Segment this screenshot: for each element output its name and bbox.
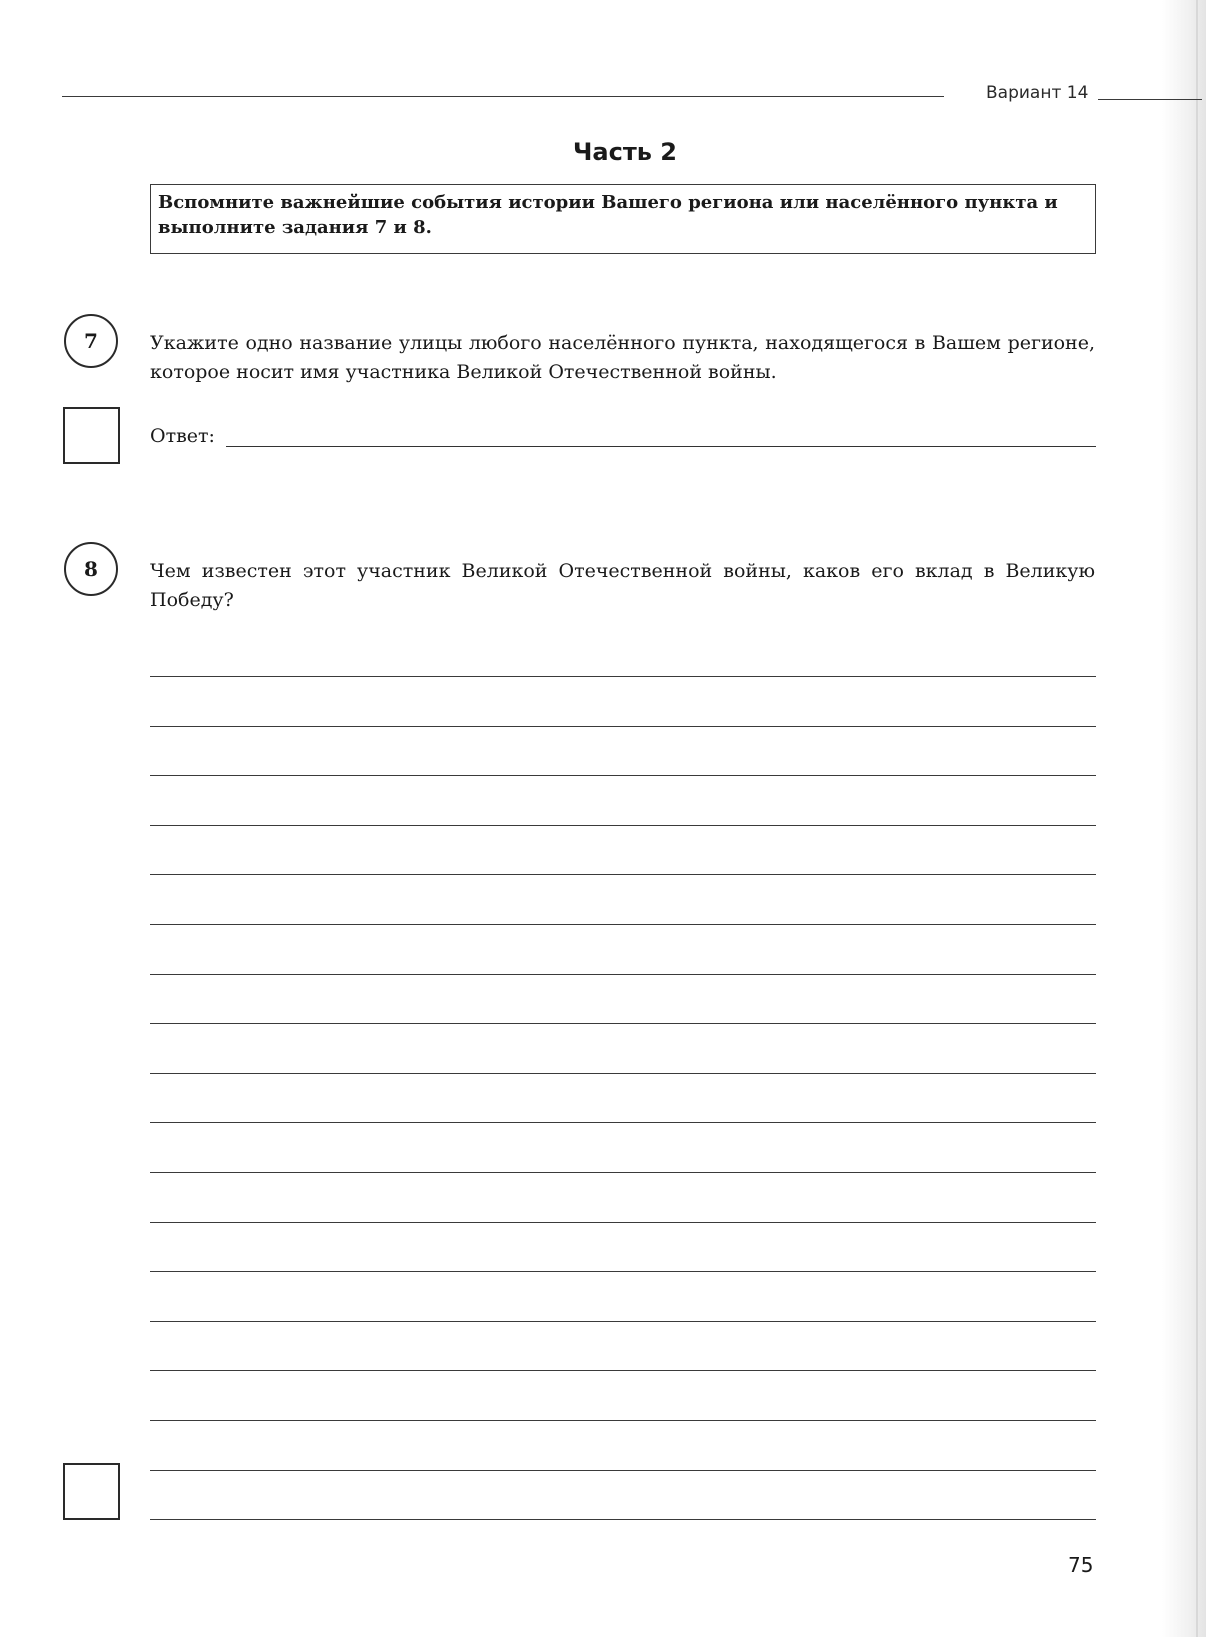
- answer-line[interactable]: [150, 1073, 1096, 1074]
- answer-line[interactable]: [150, 1470, 1096, 1471]
- page-number: 75: [1068, 1553, 1094, 1577]
- answer-line[interactable]: [150, 1271, 1096, 1272]
- answer-line[interactable]: [150, 1222, 1096, 1223]
- answer-line[interactable]: [150, 676, 1096, 677]
- answer-line[interactable]: [150, 1370, 1096, 1371]
- answer-line[interactable]: [150, 924, 1096, 925]
- answer-label: Ответ:: [150, 425, 215, 447]
- answer-line[interactable]: [150, 974, 1096, 975]
- answer-line[interactable]: [150, 1122, 1096, 1123]
- task-number-badge: 7: [64, 314, 118, 368]
- answer-line[interactable]: [150, 1519, 1096, 1520]
- task-text: Укажите одно название улицы любого населённого пункта, находящегося в Вашем регионе, которое носит имя участника Великой Отечественной войны.: [150, 332, 1095, 383]
- answer-line[interactable]: [150, 726, 1096, 727]
- answer-line[interactable]: [150, 775, 1096, 776]
- page-edge: [1196, 0, 1198, 1637]
- answer-line[interactable]: [150, 1321, 1096, 1322]
- variant-label: Вариант 14: [986, 83, 1089, 103]
- score-box[interactable]: [63, 407, 120, 464]
- part-title: Часть 2: [573, 138, 677, 166]
- answer-line[interactable]: [150, 1023, 1096, 1024]
- task-text: Чем известен этот участник Великой Отечественной войны, каков его вклад в Великую Победу?: [150, 560, 1095, 611]
- header-rule-right: [1098, 99, 1202, 100]
- page-edge-shadow: [1162, 0, 1206, 1637]
- instruction-box: Вспомните важнейшие события истории Вашего региона или населённого пункта и выполните задания 7 и 8.: [150, 184, 1096, 254]
- task-number-badge: 8: [64, 542, 118, 596]
- header-rule-left: [62, 96, 944, 97]
- score-box[interactable]: [63, 1463, 120, 1520]
- answer-line[interactable]: [150, 1420, 1096, 1421]
- answer-line[interactable]: [150, 874, 1096, 875]
- answer-line[interactable]: [226, 446, 1096, 447]
- answer-line[interactable]: [150, 1172, 1096, 1173]
- answer-line[interactable]: [150, 825, 1096, 826]
